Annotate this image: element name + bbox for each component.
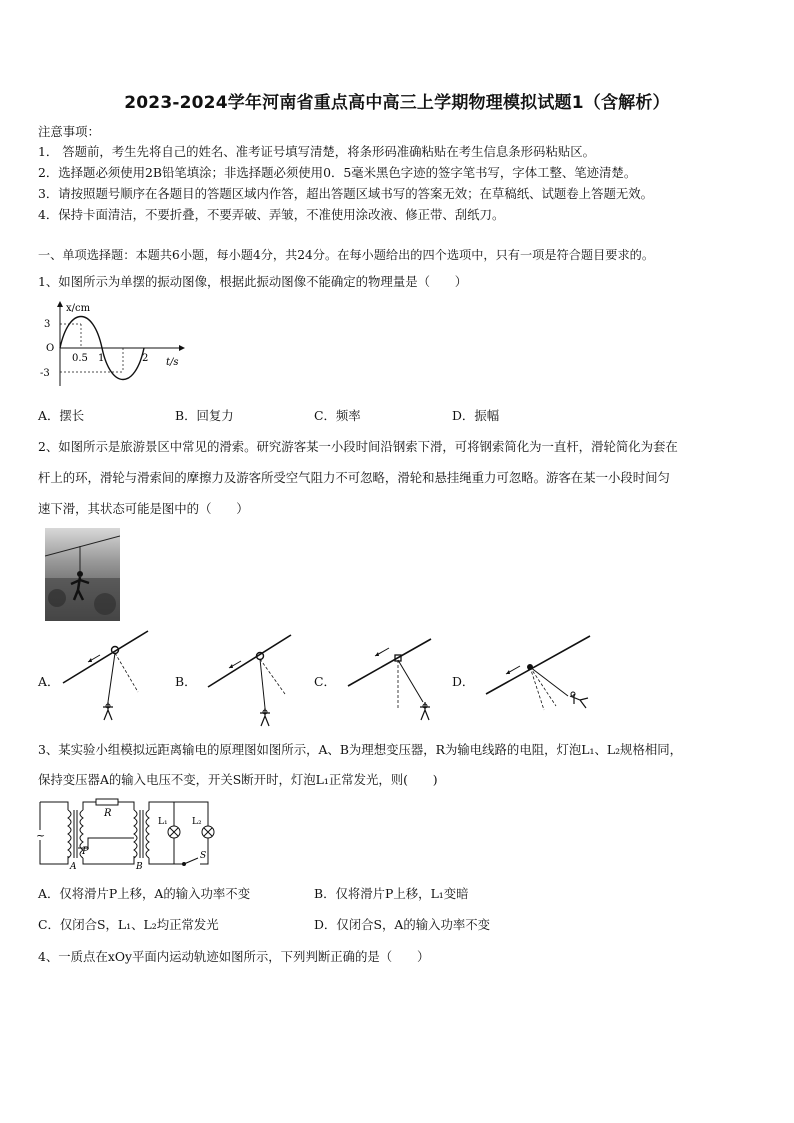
q1-oscillation-graph <box>36 298 196 390</box>
q3-label-a: A <box>70 862 77 870</box>
q1-x-tick-1: 1 <box>98 353 105 364</box>
rider <box>420 702 430 720</box>
q2-stem-line-3: 速下滑，其状态可能是图中的（ ） <box>38 501 249 516</box>
cable <box>486 636 590 694</box>
q3-label-b: B <box>136 862 143 870</box>
rope <box>260 659 265 708</box>
q2-diagram-d <box>484 634 594 718</box>
q2-option-d-label: D． <box>452 674 475 689</box>
q1-y-tick-neg3: -3 <box>40 368 50 379</box>
q1-x-tick-2: 2 <box>142 353 149 364</box>
q3-source-symbol: ~ <box>36 829 46 842</box>
q3-option-c: C．仅闭合S，L₁、L₂均正常发光 <box>38 917 219 932</box>
q3-option-d: D．仅闭合S，A的输入功率不变 <box>314 917 491 932</box>
q1-x-label: t/s <box>166 357 179 368</box>
q3-label-p: P <box>82 846 89 857</box>
q1-option-c: C．频率 <box>314 408 361 423</box>
q3-label-r: R <box>104 808 112 819</box>
q2-diagram-b <box>205 632 305 728</box>
rope <box>530 667 568 696</box>
q1-option-d: D．振幅 <box>452 408 500 423</box>
q2-option-c-label: C． <box>314 674 336 689</box>
q2-stem-line-2: 杆上的环，滑轮与滑索间的摩擦力及游客所受空气阻力不可忽略，滑轮和悬挂绳重力可忽略。游客在某一小段时间匀 <box>38 470 670 485</box>
q2-option-a-label: A． <box>38 674 60 689</box>
cable <box>63 631 148 683</box>
cable <box>208 635 291 687</box>
q3-option-b: B．仅将滑片P上移，L₁变暗 <box>314 886 469 901</box>
q1-stem: 1、如图所示为单摆的振动图像，根据此振动图像不能确定的物理量是（ ） <box>38 274 468 289</box>
notice-item-1: 1． 答题前，考生先将自己的姓名、准考证号填写清楚，将条形码准确粘贴在考生信息条形码粘贴区。 <box>38 144 596 159</box>
q1-option-a: A．摆长 <box>38 408 85 423</box>
notice-item-3: 3．请按照题号顺序在各题目的答题区域内作答，超出答题区域书写的答案无效；在草稿纸、试题卷上答题无效。 <box>38 186 654 201</box>
q3-option-a: A．仅将滑片P上移，A的输入功率不变 <box>38 886 251 901</box>
rider <box>103 702 113 720</box>
q2-diagram-a <box>60 628 160 726</box>
q2-stem-line-1: 2、如图所示是旅游景区中常见的滑索。研究游客某一小段时间沿钢索下滑，可将钢索简化为一直杆，滑轮简化为套在 <box>38 439 678 454</box>
q3-stem-line-1: 3、某实验小组模拟远距离输电的原理图如图所示，A、B为理想变压器，R为输电线路的电阻，灯泡L₁、L₂规格相同， <box>38 742 683 757</box>
rope <box>108 653 115 702</box>
cable <box>348 639 431 686</box>
q1-option-b: B．回复力 <box>175 408 234 423</box>
rider <box>260 708 270 726</box>
notice-item-4: 4．保持卡面清洁，不要折叠，不要弄破、弄皱，不准使用涂改液、修正带、刮纸刀。 <box>38 207 505 222</box>
page-title: 2023-2024学年河南省重点高中高三上学期物理模拟试题1（含解析） <box>124 93 670 113</box>
q1-x-tick-0.5: 0.5 <box>72 353 88 364</box>
section-heading: 一、单项选择题：本题共6小题，每小题4分，共24分。在每小题给出的四个选项中，只有一项是符合题目要求的。 <box>38 248 655 262</box>
rope <box>398 660 423 702</box>
q1-y-label: x/cm <box>66 303 91 314</box>
q3-stem-line-2: 保持变压器A的输入电压不变，开关S断开时，灯泡L₁正常发光，则( ) <box>38 772 438 787</box>
q2-option-b-label: B． <box>175 674 197 689</box>
q3-resistor-r <box>96 799 118 805</box>
q1-origin-label: O <box>46 343 55 354</box>
q2-zipline-photo <box>45 528 120 621</box>
q3-label-l2: L₂ <box>192 817 202 827</box>
q3-circuit-diagram <box>36 796 222 870</box>
q3-label-l1: L₁ <box>158 817 168 827</box>
q1-y-tick-3: 3 <box>44 319 51 330</box>
q3-label-s: S <box>200 851 207 861</box>
q4-stem: 4、一质点在xOy平面内运动轨迹如图所示，下列判断正确的是（ ） <box>38 949 430 964</box>
notice-heading: 注意事项： <box>38 124 100 139</box>
q2-diagram-c <box>345 636 445 726</box>
notice-item-2: 2．选择题必须使用2B铅笔填涂；非选择题必须使用0．5毫米黑色字迹的签字笔书写，字体工整、笔迹清楚。 <box>38 165 637 180</box>
